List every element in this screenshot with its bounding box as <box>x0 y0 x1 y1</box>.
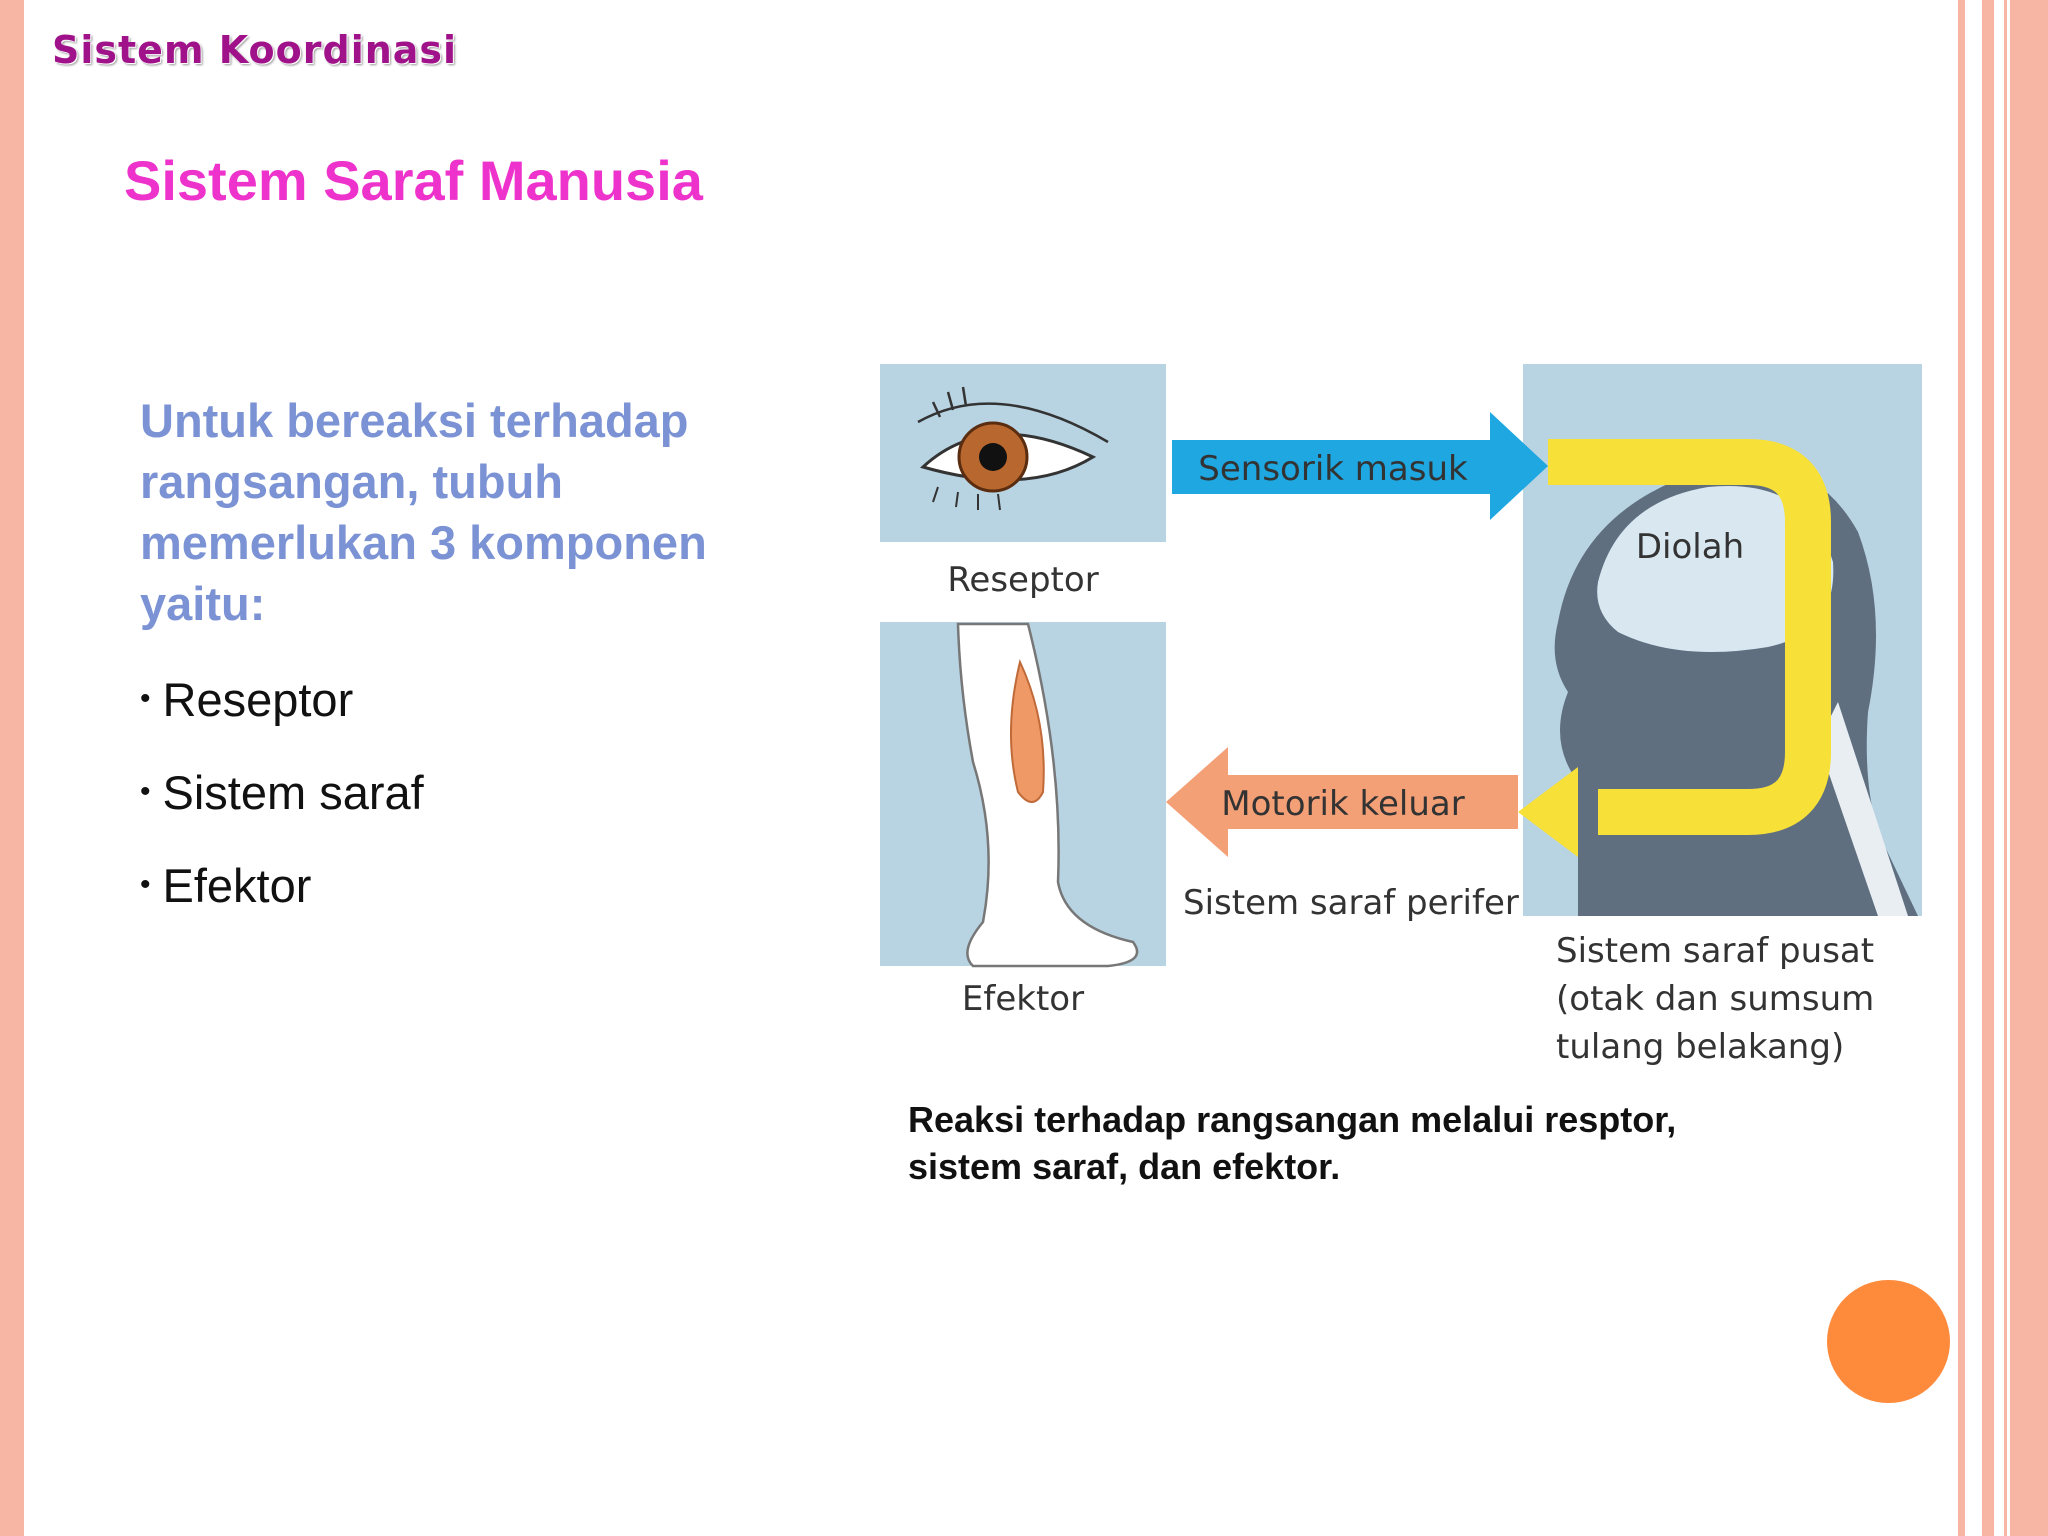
nervous-system-diagram <box>878 362 1924 1082</box>
motor-label: Motorik keluar <box>1221 784 1465 824</box>
cns-label-line: Sistem saraf pusat <box>1556 931 1875 971</box>
peripheral-label: Sistem saraf perifer <box>1183 883 1519 923</box>
header-title: Sistem Koordinasi <box>52 28 458 72</box>
caption-line: sistem saraf, dan efektor. <box>908 1146 1341 1187</box>
right-border-line <box>1982 0 1994 1536</box>
processed-label: Diolah <box>1635 527 1745 567</box>
right-border-line <box>2010 0 2048 1536</box>
bullet-marker: • <box>140 775 151 808</box>
intro-text: Untuk bereaksi terhadap rangsangan, tubuh memerlukan 3 komponen yaitu: <box>140 394 707 630</box>
slide-title: Sistem Saraf Manusia <box>124 149 703 212</box>
slide-nav-circle[interactable] <box>1827 1280 1950 1403</box>
bullet-marker: • <box>140 868 151 901</box>
effector-label: Efektor <box>961 979 1085 1019</box>
caption-line: Reaksi terhadap rangsangan melalui resptor, <box>908 1099 1677 1140</box>
bullet-marker: • <box>140 682 151 715</box>
component-list <box>140 668 424 947</box>
list-item <box>140 668 424 761</box>
list-item <box>140 854 424 947</box>
sensory-label: Sensorik masuk <box>1198 449 1468 489</box>
diagram-caption <box>908 1096 1848 1190</box>
list-item-label: Sistem saraf <box>162 766 424 819</box>
list-item-label: Efektor <box>162 859 312 912</box>
list-item-label: Reseptor <box>162 673 354 726</box>
receptor-label: Reseptor <box>947 560 1099 600</box>
right-border-line <box>2004 0 2007 1536</box>
left-border <box>0 0 24 1536</box>
right-border-line <box>1958 0 1965 1536</box>
cns-label-line: tulang belakang) <box>1556 1027 1845 1067</box>
cns-label-line: (otak dan sumsum <box>1556 979 1875 1019</box>
list-item <box>140 761 424 854</box>
